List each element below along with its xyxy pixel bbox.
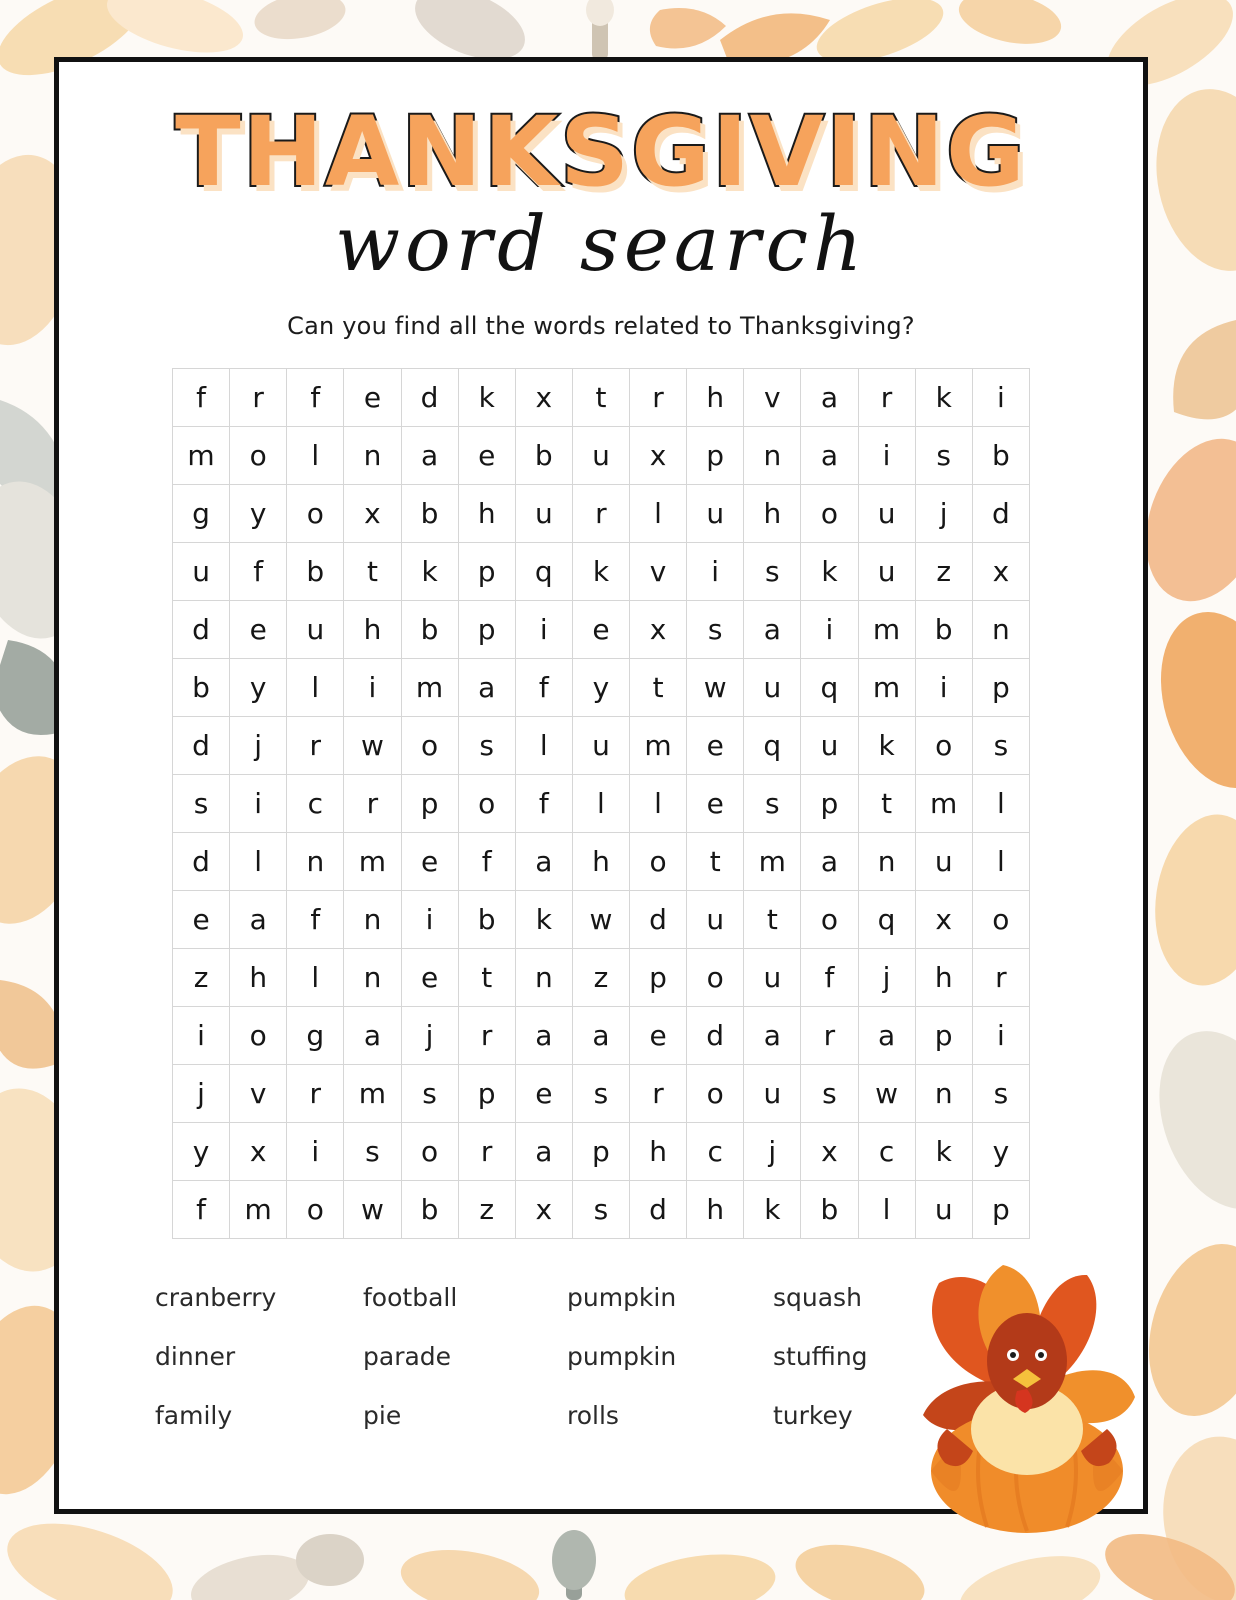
grid-cell[interactable]: a (515, 1123, 572, 1181)
grid-cell[interactable]: s (401, 1065, 458, 1123)
grid-cell[interactable]: o (801, 891, 858, 949)
grid-cell[interactable]: k (915, 1123, 972, 1181)
grid-cell[interactable]: p (630, 949, 687, 1007)
grid-cell[interactable]: a (344, 1007, 401, 1065)
grid-cell[interactable]: l (630, 775, 687, 833)
grid-row (173, 427, 1030, 485)
grid-cell[interactable]: l (858, 1181, 915, 1239)
grid-cell[interactable]: d (173, 717, 230, 775)
grid-cell[interactable]: u (915, 1181, 972, 1239)
grid-cell[interactable]: e (572, 601, 629, 659)
grid-cell[interactable]: y (572, 659, 629, 717)
grid-cell[interactable]: i (801, 601, 858, 659)
grid-cell[interactable]: b (287, 543, 344, 601)
grid-cell[interactable]: c (858, 1123, 915, 1181)
grid-cell[interactable]: t (858, 775, 915, 833)
grid-cell[interactable]: o (972, 891, 1029, 949)
grid-cell[interactable]: a (801, 833, 858, 891)
grid-cell[interactable]: x (915, 891, 972, 949)
grid-cell[interactable]: s (744, 775, 801, 833)
grid-cell[interactable]: s (173, 775, 230, 833)
grid-cell[interactable]: o (401, 717, 458, 775)
grid-cell[interactable]: u (572, 717, 629, 775)
grid-cell[interactable]: k (915, 369, 972, 427)
grid-cell[interactable]: t (630, 659, 687, 717)
grid-cell[interactable]: x (801, 1123, 858, 1181)
grid-cell[interactable]: f (287, 369, 344, 427)
grid-cell[interactable]: m (230, 1181, 287, 1239)
grid-cell[interactable]: h (630, 1123, 687, 1181)
grid-cell[interactable]: d (173, 833, 230, 891)
grid-cell[interactable]: i (173, 1007, 230, 1065)
grid-cell[interactable]: u (744, 659, 801, 717)
grid-cell[interactable]: s (458, 717, 515, 775)
grid-cell[interactable]: z (173, 949, 230, 1007)
word-list-item[interactable]: pumpkin (567, 1342, 677, 1371)
grid-cell[interactable]: w (572, 891, 629, 949)
grid-cell[interactable]: l (572, 775, 629, 833)
grid-cell[interactable]: x (515, 369, 572, 427)
grid-cell[interactable]: s (801, 1065, 858, 1123)
grid-cell[interactable]: m (344, 833, 401, 891)
grid-cell[interactable]: o (687, 1065, 744, 1123)
grid-cell[interactable]: m (344, 1065, 401, 1123)
word-list-item[interactable]: stuffing (773, 1342, 868, 1371)
grid-cell[interactable]: x (344, 485, 401, 543)
grid-cell[interactable]: p (458, 601, 515, 659)
grid-cell[interactable]: r (572, 485, 629, 543)
grid-cell[interactable]: b (915, 601, 972, 659)
grid-cell[interactable]: h (687, 369, 744, 427)
grid-cell[interactable]: u (687, 891, 744, 949)
grid-cell[interactable]: q (515, 543, 572, 601)
grid-cell[interactable]: c (287, 775, 344, 833)
grid-cell[interactable]: e (515, 1065, 572, 1123)
word-list-item[interactable]: pumpkin (567, 1283, 677, 1312)
grid-cell[interactable]: y (230, 485, 287, 543)
grid-cell[interactable]: k (401, 543, 458, 601)
grid-cell[interactable]: p (458, 1065, 515, 1123)
grid-cell[interactable]: v (630, 543, 687, 601)
grid-cell[interactable]: v (744, 369, 801, 427)
grid-row (173, 1181, 1030, 1239)
grid-cell[interactable]: e (401, 833, 458, 891)
grid-row (173, 1065, 1030, 1123)
grid-cell[interactable]: o (801, 485, 858, 543)
grid-cell[interactable]: i (915, 659, 972, 717)
grid-cell[interactable]: u (287, 601, 344, 659)
grid-cell[interactable]: k (801, 543, 858, 601)
grid-cell[interactable]: h (572, 833, 629, 891)
grid-cell[interactable]: r (344, 775, 401, 833)
grid-cell[interactable]: a (858, 1007, 915, 1065)
grid-cell[interactable]: l (230, 833, 287, 891)
grid-cell[interactable]: n (515, 949, 572, 1007)
grid-cell[interactable]: s (972, 1065, 1029, 1123)
grid-cell[interactable]: a (801, 369, 858, 427)
grid-cell[interactable]: b (173, 659, 230, 717)
grid-cell[interactable]: x (630, 427, 687, 485)
grid-cell[interactable]: w (858, 1065, 915, 1123)
grid-cell[interactable]: j (915, 485, 972, 543)
grid-cell[interactable]: r (458, 1123, 515, 1181)
grid-cell[interactable]: b (401, 1181, 458, 1239)
grid-cell[interactable]: u (572, 427, 629, 485)
grid-cell[interactable]: q (858, 891, 915, 949)
grid-cell[interactable]: i (972, 369, 1029, 427)
grid-cell[interactable]: o (687, 949, 744, 1007)
grid-cell[interactable]: a (572, 1007, 629, 1065)
grid-cell[interactable]: r (630, 1065, 687, 1123)
grid-cell[interactable]: w (344, 1181, 401, 1239)
grid-cell[interactable]: l (515, 717, 572, 775)
grid-cell[interactable]: b (401, 601, 458, 659)
grid-cell[interactable]: x (515, 1181, 572, 1239)
grid-cell[interactable]: m (858, 659, 915, 717)
grid-cell[interactable]: u (915, 833, 972, 891)
grid-cell[interactable]: z (915, 543, 972, 601)
grid-cell[interactable]: m (401, 659, 458, 717)
grid-cell[interactable]: g (173, 485, 230, 543)
word-search-grid-wrapper (172, 368, 1030, 1239)
grid-cell[interactable]: r (458, 1007, 515, 1065)
grid-cell[interactable]: h (344, 601, 401, 659)
grid-cell[interactable]: a (401, 427, 458, 485)
grid-cell[interactable]: m (744, 833, 801, 891)
grid-cell[interactable]: s (344, 1123, 401, 1181)
grid-cell[interactable]: s (572, 1065, 629, 1123)
grid-cell[interactable]: j (230, 717, 287, 775)
grid-cell[interactable]: b (401, 485, 458, 543)
grid-cell[interactable]: j (173, 1065, 230, 1123)
grid-cell[interactable]: q (801, 659, 858, 717)
word-list-item[interactable]: dinner (155, 1342, 236, 1371)
grid-cell[interactable]: i (858, 427, 915, 485)
word-list (59, 1283, 1143, 1430)
grid-cell[interactable]: k (744, 1181, 801, 1239)
grid-cell[interactable]: e (687, 717, 744, 775)
grid-cell[interactable]: t (744, 891, 801, 949)
grid-row (173, 891, 1030, 949)
grid-row (173, 949, 1030, 1007)
grid-cell[interactable]: p (401, 775, 458, 833)
grid-cell[interactable]: i (230, 775, 287, 833)
grid-cell[interactable]: e (401, 949, 458, 1007)
grid-cell[interactable]: u (858, 485, 915, 543)
grid-cell[interactable]: f (173, 1181, 230, 1239)
grid-cell[interactable]: d (401, 369, 458, 427)
grid-cell[interactable]: y (972, 1123, 1029, 1181)
grid-cell[interactable]: b (458, 891, 515, 949)
grid-cell[interactable]: u (515, 485, 572, 543)
grid-cell[interactable]: x (630, 601, 687, 659)
grid-cell[interactable]: z (458, 1181, 515, 1239)
grid-cell[interactable]: a (458, 659, 515, 717)
grid-cell[interactable]: e (630, 1007, 687, 1065)
grid-cell[interactable]: d (972, 485, 1029, 543)
grid-cell[interactable]: i (287, 1123, 344, 1181)
grid-row (173, 369, 1030, 427)
grid-row (173, 601, 1030, 659)
grid-cell[interactable]: l (287, 659, 344, 717)
grid-cell[interactable]: e (344, 369, 401, 427)
instruction-text: Can you find all the words related to Thanksgiving? (287, 312, 915, 340)
worksheet-page (54, 57, 1148, 1514)
grid-cell[interactable]: p (915, 1007, 972, 1065)
grid-cell[interactable]: h (915, 949, 972, 1007)
grid-cell[interactable]: x (972, 543, 1029, 601)
grid-cell[interactable]: k (858, 717, 915, 775)
grid-cell[interactable]: e (687, 775, 744, 833)
grid-cell[interactable]: p (801, 775, 858, 833)
grid-cell[interactable]: t (687, 833, 744, 891)
grid-cell[interactable]: a (744, 601, 801, 659)
grid-cell[interactable]: m (915, 775, 972, 833)
grid-cell[interactable]: h (744, 485, 801, 543)
grid-body (173, 369, 1030, 1239)
grid-cell[interactable]: h (458, 485, 515, 543)
grid-cell[interactable]: e (173, 891, 230, 949)
grid-cell[interactable]: a (801, 427, 858, 485)
grid-cell[interactable]: b (515, 427, 572, 485)
grid-cell[interactable]: s (915, 427, 972, 485)
word-list-item[interactable]: squash (773, 1283, 862, 1312)
grid-cell[interactable]: a (744, 1007, 801, 1065)
grid-cell[interactable]: y (173, 1123, 230, 1181)
grid-cell[interactable]: c (687, 1123, 744, 1181)
grid-cell[interactable]: p (972, 1181, 1029, 1239)
grid-cell[interactable]: i (972, 1007, 1029, 1065)
grid-cell[interactable]: f (173, 369, 230, 427)
grid-cell[interactable]: o (630, 833, 687, 891)
grid-cell[interactable]: y (230, 659, 287, 717)
title-block (59, 96, 1143, 340)
grid-cell[interactable]: f (515, 775, 572, 833)
word-list-item[interactable]: family (155, 1401, 233, 1430)
grid-cell[interactable]: a (515, 1007, 572, 1065)
grid-cell[interactable]: o (401, 1123, 458, 1181)
grid-cell[interactable]: d (630, 1181, 687, 1239)
grid-cell[interactable]: k (458, 369, 515, 427)
grid-cell[interactable]: r (630, 369, 687, 427)
grid-cell[interactable]: o (230, 427, 287, 485)
grid-cell[interactable]: w (344, 717, 401, 775)
grid-row (173, 485, 1030, 543)
grid-row (173, 775, 1030, 833)
grid-row (173, 833, 1030, 891)
grid-cell[interactable]: t (344, 543, 401, 601)
grid-cell[interactable]: r (801, 1007, 858, 1065)
grid-cell[interactable]: l (287, 427, 344, 485)
grid-cell[interactable]: o (287, 1181, 344, 1239)
grid-cell[interactable]: i (344, 659, 401, 717)
grid-cell[interactable]: t (458, 949, 515, 1007)
grid-cell[interactable]: t (572, 369, 629, 427)
word-search-grid[interactable] (172, 368, 1030, 1239)
grid-cell[interactable]: j (401, 1007, 458, 1065)
grid-cell[interactable]: n (344, 949, 401, 1007)
grid-cell[interactable]: v (230, 1065, 287, 1123)
grid-cell[interactable]: p (572, 1123, 629, 1181)
grid-cell[interactable]: i (515, 601, 572, 659)
grid-cell[interactable]: l (972, 833, 1029, 891)
word-list-item[interactable]: cranberry (155, 1283, 277, 1312)
grid-cell[interactable]: r (287, 1065, 344, 1123)
grid-cell[interactable]: r (230, 369, 287, 427)
grid-cell[interactable]: i (687, 543, 744, 601)
grid-cell[interactable]: j (858, 949, 915, 1007)
grid-row (173, 717, 1030, 775)
grid-cell[interactable]: a (515, 833, 572, 891)
grid-row (173, 1007, 1030, 1065)
grid-cell[interactable]: x (230, 1123, 287, 1181)
grid-cell[interactable]: h (687, 1181, 744, 1239)
grid-cell[interactable]: o (458, 775, 515, 833)
grid-cell[interactable]: h (230, 949, 287, 1007)
grid-cell[interactable]: m (630, 717, 687, 775)
grid-cell[interactable]: n (344, 891, 401, 949)
grid-cell[interactable]: n (744, 427, 801, 485)
grid-cell[interactable]: n (858, 833, 915, 891)
grid-cell[interactable]: u (858, 543, 915, 601)
grid-cell[interactable]: s (744, 543, 801, 601)
grid-cell[interactable]: f (515, 659, 572, 717)
page-title: THANKSGIVING (175, 96, 1027, 208)
grid-cell[interactable]: q (744, 717, 801, 775)
grid-cell[interactable]: u (744, 949, 801, 1007)
grid-cell[interactable]: u (173, 543, 230, 601)
grid-cell[interactable]: k (572, 543, 629, 601)
grid-cell[interactable]: s (572, 1181, 629, 1239)
grid-cell[interactable]: s (972, 717, 1029, 775)
grid-cell[interactable]: n (344, 427, 401, 485)
grid-cell[interactable]: l (630, 485, 687, 543)
grid-cell[interactable]: d (687, 1007, 744, 1065)
grid-cell[interactable]: n (972, 601, 1029, 659)
grid-cell[interactable]: f (458, 833, 515, 891)
grid-cell[interactable]: z (572, 949, 629, 1007)
grid-cell[interactable]: m (173, 427, 230, 485)
grid-row (173, 543, 1030, 601)
grid-cell[interactable]: r (972, 949, 1029, 1007)
grid-cell[interactable]: f (287, 891, 344, 949)
grid-cell[interactable]: a (230, 891, 287, 949)
word-list-item[interactable]: rolls (567, 1401, 619, 1430)
word-list-item[interactable]: pie (363, 1401, 402, 1430)
grid-row (173, 1123, 1030, 1181)
grid-row (173, 659, 1030, 717)
grid-cell[interactable]: e (230, 601, 287, 659)
grid-cell[interactable]: o (915, 717, 972, 775)
grid-cell[interactable]: f (230, 543, 287, 601)
grid-cell[interactable]: i (401, 891, 458, 949)
word-list-item[interactable]: turkey (773, 1401, 853, 1430)
grid-cell[interactable]: r (287, 717, 344, 775)
grid-cell[interactable]: r (858, 369, 915, 427)
word-list-item[interactable]: football (363, 1283, 458, 1312)
grid-cell[interactable]: u (801, 717, 858, 775)
grid-cell[interactable]: e (458, 427, 515, 485)
grid-cell[interactable]: d (173, 601, 230, 659)
grid-cell[interactable]: o (230, 1007, 287, 1065)
grid-cell[interactable]: d (630, 891, 687, 949)
grid-cell[interactable]: p (972, 659, 1029, 717)
grid-cell[interactable]: u (687, 485, 744, 543)
grid-cell[interactable]: f (801, 949, 858, 1007)
grid-cell[interactable]: b (801, 1181, 858, 1239)
grid-cell[interactable]: s (687, 601, 744, 659)
grid-cell[interactable]: k (515, 891, 572, 949)
grid-cell[interactable]: j (744, 1123, 801, 1181)
grid-cell[interactable]: p (687, 427, 744, 485)
grid-cell[interactable]: l (287, 949, 344, 1007)
grid-cell[interactable]: g (287, 1007, 344, 1065)
grid-cell[interactable]: o (287, 485, 344, 543)
grid-cell[interactable]: b (972, 427, 1029, 485)
page-subtitle-script: word search (334, 199, 868, 288)
grid-cell[interactable]: n (915, 1065, 972, 1123)
grid-cell[interactable]: p (458, 543, 515, 601)
word-list-item[interactable]: parade (363, 1342, 452, 1371)
grid-cell[interactable]: n (287, 833, 344, 891)
grid-cell[interactable]: w (687, 659, 744, 717)
grid-cell[interactable]: l (972, 775, 1029, 833)
grid-cell[interactable]: u (744, 1065, 801, 1123)
grid-cell[interactable]: m (858, 601, 915, 659)
